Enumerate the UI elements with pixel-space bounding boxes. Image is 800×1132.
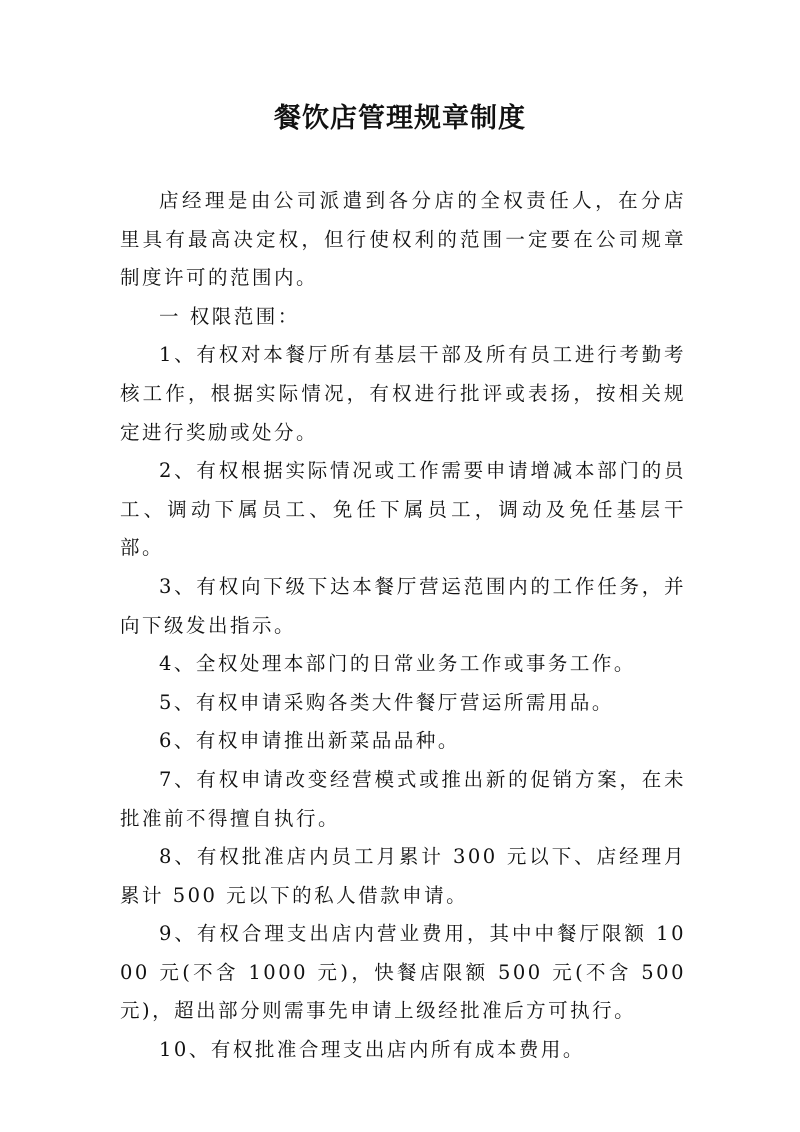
list-item: 6、有权申请推出新菜品品种。 bbox=[159, 729, 460, 753]
list-item: 7、有权申请改变经营模式或推出新的促销方案，在未批准前不得擅自执行。 bbox=[120, 767, 686, 830]
list-item: 9、有权合理支出店内营业费用，其中中餐厅限额 1000 元(不含 1000 元)，快餐店限额 500 元(不含 500 元)，超出部分则需事先申请上级经批准后方可执行。 bbox=[120, 922, 686, 1023]
list-item: 2、有权根据实际情况或工作需要申请增减本部门的员工、调动下属员工、免任下属员工，调动及免任基层干部。 bbox=[120, 459, 686, 560]
list-item: 1、有权对本餐厅所有基层干部及所有员工进行考勤考核工作，根据实际情况，有权进行批评或表扬，按相关规定进行奖励或处分。 bbox=[120, 343, 686, 444]
document-title: 餐饮店管理规章制度 bbox=[274, 103, 526, 134]
list-item: 3、有权向下级下达本餐厅营运范围内的工作任务，并向下级发出指示。 bbox=[120, 574, 686, 637]
section-heading-authority-scope: 一 权限范围： bbox=[159, 304, 300, 328]
list-item: 5、有权申请采购各类大件餐厅营运所需用品。 bbox=[159, 690, 614, 714]
list-item: 10、有权批准合理支出店内所有成本费用。 bbox=[159, 1038, 585, 1062]
list-item: 4、全权处理本部门的日常业务工作或事务工作。 bbox=[159, 652, 636, 676]
intro-paragraph: 店经理是由公司派遣到各分店的全权责任人，在分店里具有最高决定权，但行使权利的范围一定要在公司规章制度许可的范围内。 bbox=[120, 189, 686, 290]
list-item: 8、有权批准店内员工月累计 300 元以下、店经理月累计 500 元以下的私人借款申请。 bbox=[120, 845, 686, 907]
document-body bbox=[120, 182, 686, 1070]
